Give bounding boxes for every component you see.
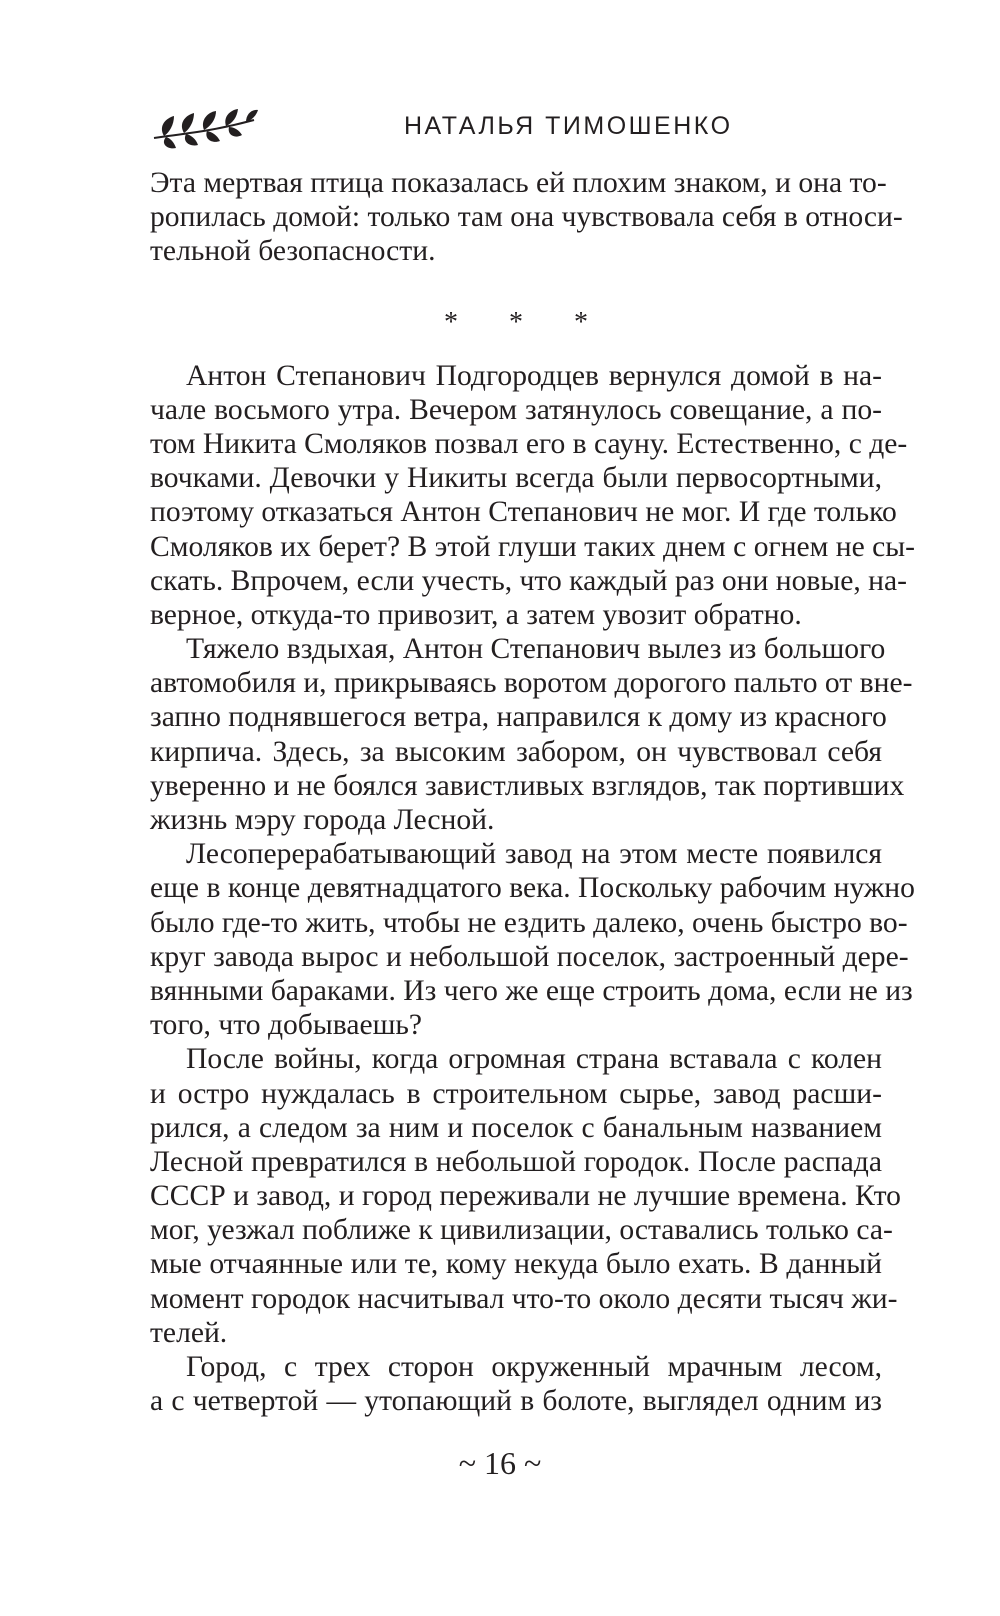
text-line: мог, уезжал поближе к цивилизации, оставались только са- [150, 1214, 893, 1247]
text-line: тельной безопасности. [150, 235, 436, 268]
running-header-author: НАТАЛЬЯ ТИМОШЕНКО [404, 112, 733, 140]
text-line: Антон Степанович Подгородцев вернулся домой в на- [186, 359, 882, 392]
paragraph-3 [150, 632, 913, 837]
text-line: было где-то жить, чтобы не ездить далеко, очень быстро во- [150, 906, 908, 939]
text-line: Эта мертвая птица показалась ей плохим знаком, и она то- [150, 167, 887, 199]
text-line: запно поднявшегося ветра, направился к дому из красного [150, 701, 887, 734]
text-line: мые отчаянные или те, кому некуда было ехать. В данный [150, 1248, 882, 1281]
text-line: ропилась домой: только там она чувствовала себя в относи- [150, 201, 903, 234]
page-number: ~ 16 ~ [458, 1445, 542, 1481]
text-line: момент городок насчитывал что-то около десяти тысяч жи- [150, 1282, 898, 1315]
paragraph-1 [150, 166, 903, 269]
text-line: После войны, когда огромная страна вставала с колен [186, 1043, 882, 1076]
text-line: кирпича. Здесь, за высоким забором, он чувствовал себя [150, 735, 882, 768]
paragraph-6 [150, 1350, 882, 1418]
text-line: телей. [150, 1316, 228, 1349]
text-line: том Никита Смоляков позвал его в сауну. Естественно, с де- [150, 427, 908, 460]
text-line: Лесоперерабатывающий завод на этом месте появился [186, 838, 882, 871]
text-line: Смоляков их берет? В этой глуши таких днем с огнем не сы- [150, 530, 915, 563]
paragraph-4 [150, 837, 915, 1042]
text-line: круг завода вырос и небольшой поселок, застроенный дере- [150, 940, 909, 973]
text-line: еще в конце девятнадцатого века. Поскольку рабочим нужно [150, 872, 915, 905]
leaf-branch-icon [150, 104, 260, 154]
text-line: СССР и завод, и город переживали не лучшие времена. Кто [150, 1180, 901, 1213]
text-line: вянными бараками. Из чего же еще строить дома, если не из [150, 974, 913, 1007]
text-line: Лесной превратился в небольшой городок. После распада [150, 1145, 882, 1178]
text-line: жизнь мэру города Лесной. [150, 804, 495, 836]
paragraph-5 [150, 1042, 901, 1350]
body-text [150, 166, 915, 1418]
text-line: верное, откуда-то привозит, а затем увозит обратно. [150, 598, 802, 631]
text-line: поэтому отказаться Антон Степанович не мог. И где только [150, 496, 897, 529]
text-line: а с четвертой — утопающий в болоте, выглядел одним из [150, 1385, 882, 1418]
section-separator: * * * [444, 306, 610, 338]
text-line: вочками. Девочки у Никиты всегда были первосортными, [150, 462, 882, 495]
text-line: Город, с трех сторон окруженный мрачным лесом, [186, 1351, 882, 1383]
text-line: чале восьмого утра. Вечером затянулось совещание, а по- [150, 393, 882, 426]
text-line: Тяжело вздыхая, Антон Степанович вылез из большого [186, 633, 886, 666]
text-line: автомобиля и, прикрываясь воротом дорогого пальто от вне- [150, 667, 913, 700]
text-line: уверенно и не боялся завистливых взглядов, так портивших [150, 769, 905, 802]
text-line: скать. Впрочем, если учесть, что каждый раз они новые, на- [150, 564, 907, 597]
text-line: и остро нуждалась в строительном сырье, завод расши- [150, 1077, 882, 1110]
text-line: того, что добываешь? [150, 1009, 423, 1042]
text-line: рился, а следом за ним и поселок с банальным названием [150, 1111, 882, 1144]
paragraph-2 [150, 359, 915, 633]
running-header [150, 104, 910, 154]
